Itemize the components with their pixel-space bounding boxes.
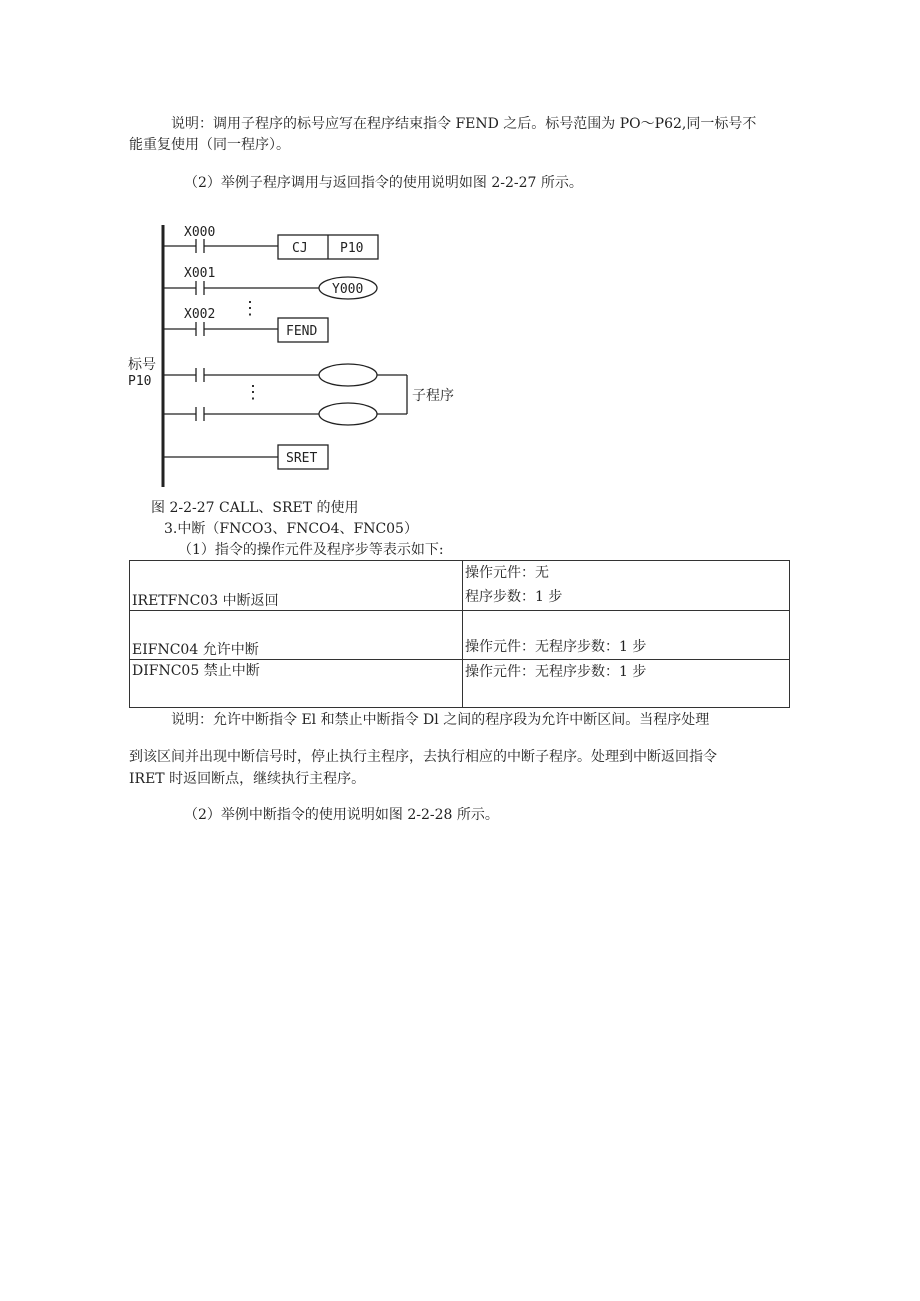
subroutine-coil-1 [319, 364, 377, 386]
contact-x001-label: X001 [184, 266, 216, 281]
instruction-table [129, 560, 790, 708]
table-cell-operands [463, 561, 790, 611]
contact-x002-label: X002 [184, 307, 216, 322]
table-row [130, 561, 790, 611]
coil-y000-label: Y000 [332, 282, 364, 297]
table-cell-line: 程序步数：1 步 [465, 589, 563, 605]
table-row [130, 611, 790, 660]
paragraph-interrupt-line3: IRET 时返回断点，继续执行主程序。 [129, 771, 366, 787]
sret-label: SRET [286, 451, 318, 466]
paragraph-example-intro: （2）举例子程序调用与返回指令的使用说明如图 2-2-27 所示。 [184, 175, 583, 191]
table-cell-operands [463, 611, 790, 660]
contact-x000-label: X000 [184, 225, 216, 240]
ellipsis-mark-2: ⋮ [244, 382, 262, 403]
pointer-label-line1: 标号 [128, 357, 156, 373]
table-cell-instruction: DIFNC05 禁止中断 [130, 660, 463, 708]
ladder-diagram [120, 218, 480, 493]
table-cell-line: 操作元件：无程序步数：1 步 [465, 639, 647, 655]
paragraph-note-line1: 说明：调用子程序的标号应写在程序结束指令 FEND 之后。标号范围为 PO～P62,同一标号不 [171, 116, 757, 132]
figure-caption: 图 2-2-27 CALL、SRET 的使用 [151, 500, 359, 516]
sub-heading: （1）指令的操作元件及程序步等表示如下: [178, 542, 444, 558]
paragraph-note-line2: 能重复使用（同一程序）。 [129, 137, 290, 153]
fend-label: FEND [286, 324, 318, 339]
paragraph-interrupt-line1: 说明：允许中断指令 El 和禁止中断指令 Dl 之间的程序段为允许中断区间。当程序处理 [171, 712, 710, 728]
section-heading: 3.中断（FNCO3、FNCO4、FNC05） [164, 521, 418, 537]
cj-operand-label: P10 [340, 241, 364, 256]
subroutine-coil-2 [319, 403, 377, 425]
pointer-label-line2: P10 [128, 374, 152, 389]
subroutine-label: 子程序 [412, 388, 454, 404]
paragraph-interrupt-line2: 到该区间并出现中断信号时，停止执行主程序，去执行相应的中断子程序。处理到中断返回指令 [129, 749, 717, 765]
table-cell-operands [463, 660, 790, 708]
cj-label: CJ [292, 241, 308, 256]
paragraph-example2-intro: （2）举例中断指令的使用说明如图 2-2-28 所示。 [184, 807, 499, 823]
table-cell-instruction: IRETFNC03 中断返回 [130, 561, 463, 611]
table-cell-instruction: EIFNC04 允许中断 [130, 611, 463, 660]
table-cell-line: 操作元件：无程序步数：1 步 [465, 664, 647, 680]
table-row [130, 660, 790, 708]
table-cell-line: 操作元件：无 [465, 565, 549, 581]
ellipsis-mark-1: ⋮ [241, 298, 259, 319]
